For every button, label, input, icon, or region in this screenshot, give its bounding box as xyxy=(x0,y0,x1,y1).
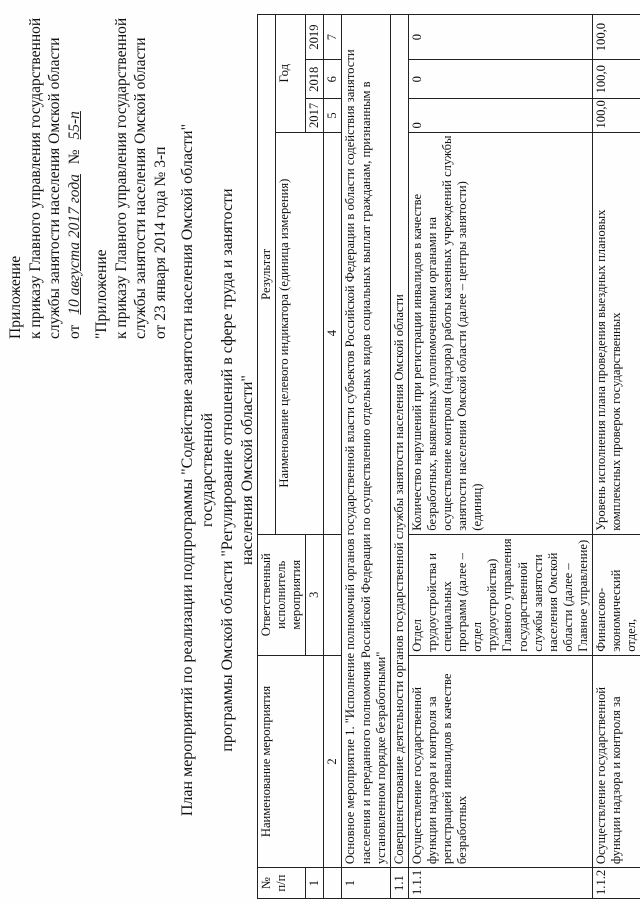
indicator-name: Уровень исполнения плана проведения выездных плановых комплексных проверок государственных xyxy=(592,132,640,534)
table-row xyxy=(592,15,640,899)
title-line: План мероприятий по реализации подпрограммы "Содействие занятости населения Омской области" государственной xyxy=(179,123,216,817)
value-2019: 0 xyxy=(408,15,592,60)
activity-executor: Финансово-экономический отдел, xyxy=(592,534,640,655)
header-line: "Приложение xyxy=(93,249,110,339)
appendix-header xyxy=(6,4,84,339)
header-line: службы занятости населения Омской области xyxy=(132,37,150,339)
empty-cell xyxy=(324,534,342,655)
title-line: населения Омской области" xyxy=(239,375,256,565)
row-number: 1.1.2 xyxy=(592,868,640,899)
column-number: 5 xyxy=(324,99,342,132)
row-number: 1.1.1 xyxy=(408,868,592,899)
number-prefix: № xyxy=(65,149,83,165)
header-cell-col1: 1 xyxy=(306,868,324,899)
header-line: службы занятости населения Омской области xyxy=(46,37,64,339)
header-cell-year-2017: 2017 xyxy=(306,99,324,132)
column-number-row xyxy=(324,15,342,899)
header-line: Приложение xyxy=(7,255,24,339)
activity-executor: Отдел трудоустройства и специальных программ (далее – отдел трудоустройства) Главного управления государственной службы занятости населения Омской области (далее – Главное управление) xyxy=(408,534,592,655)
section-text: Совершенствование деятельности органов государственной службы занятости населения Омской области xyxy=(390,15,408,868)
header-cell-result: Результат xyxy=(258,15,276,535)
plan-title xyxy=(178,75,258,865)
header-line: к приказу Главного управления государственной xyxy=(26,17,44,339)
indicator-name: Количество нарушений при регистрации инвалидов в качестве безработных, выявленных уполномоченными органами на осуществление контроля (надзора) работы казенных учреждений службы занятости населения Омской области (далее – центры занятости) (единиц) xyxy=(408,132,592,534)
header-cell-num: № п/п xyxy=(258,868,306,899)
activity-name: Осуществление государственной функции надзора и контроля за регистрацией инвалидов в качестве безработных xyxy=(408,655,592,867)
column-number: 4 xyxy=(324,132,342,534)
date-prefix: от xyxy=(65,324,83,339)
header-line: к приказу Главного управления государственной xyxy=(112,17,130,339)
table-row xyxy=(390,15,408,899)
handwritten-date: 10 августа 2017 года xyxy=(65,174,83,315)
column-number: 7 xyxy=(324,15,342,60)
value-2017: 0 xyxy=(408,99,592,132)
table-row xyxy=(408,15,592,899)
header-cell-year-2019: 2019 xyxy=(306,15,324,60)
header-date-line xyxy=(65,4,85,339)
activity-name: Осуществление государственной функции надзора и контроля за xyxy=(592,655,640,867)
column-number: 2 xyxy=(324,655,342,867)
row-number: 1 xyxy=(342,868,390,899)
header-cell-indicator: Наименование целевого индикатора (единица измерения) xyxy=(276,132,324,534)
value-2019: 100,0 xyxy=(592,15,640,60)
header-cell-year-2018: 2018 xyxy=(306,60,324,99)
header-cell-name: Наименование мероприятия xyxy=(258,655,324,867)
header-cell-executor: Ответственный исполнитель мероприятия xyxy=(258,534,306,655)
header-cell-year: Год xyxy=(276,15,306,133)
value-2017: 100,0 xyxy=(592,99,640,132)
value-2018: 0 xyxy=(408,60,592,99)
header-line: от 23 января 2014 года № 3-п xyxy=(151,146,169,339)
empty-cell xyxy=(324,868,342,899)
plan-table xyxy=(257,14,640,899)
previous-appendix-header xyxy=(92,4,170,339)
table-row xyxy=(342,15,390,899)
value-2018: 100,0 xyxy=(592,60,640,99)
column-number: 6 xyxy=(324,60,342,99)
handwritten-number: 55-п xyxy=(65,111,83,140)
title-line: программы Омской области "Регулирование отношений в сфере труда и занятости xyxy=(219,188,236,752)
main-activity-text: Основное мероприятие 1. "Исполнение полномочий органов государственной власти субъектов Российской Федерации в области содействия занятости населения и переданного полномочия Российской Федерации по осуществлению отдельных видов социальных выплат гражданам, признанным в установленном порядке безработными" xyxy=(342,15,390,868)
table-header-row xyxy=(258,15,276,899)
row-number: 1.1 xyxy=(390,868,408,899)
header-cell-col3: 3 xyxy=(306,534,324,655)
